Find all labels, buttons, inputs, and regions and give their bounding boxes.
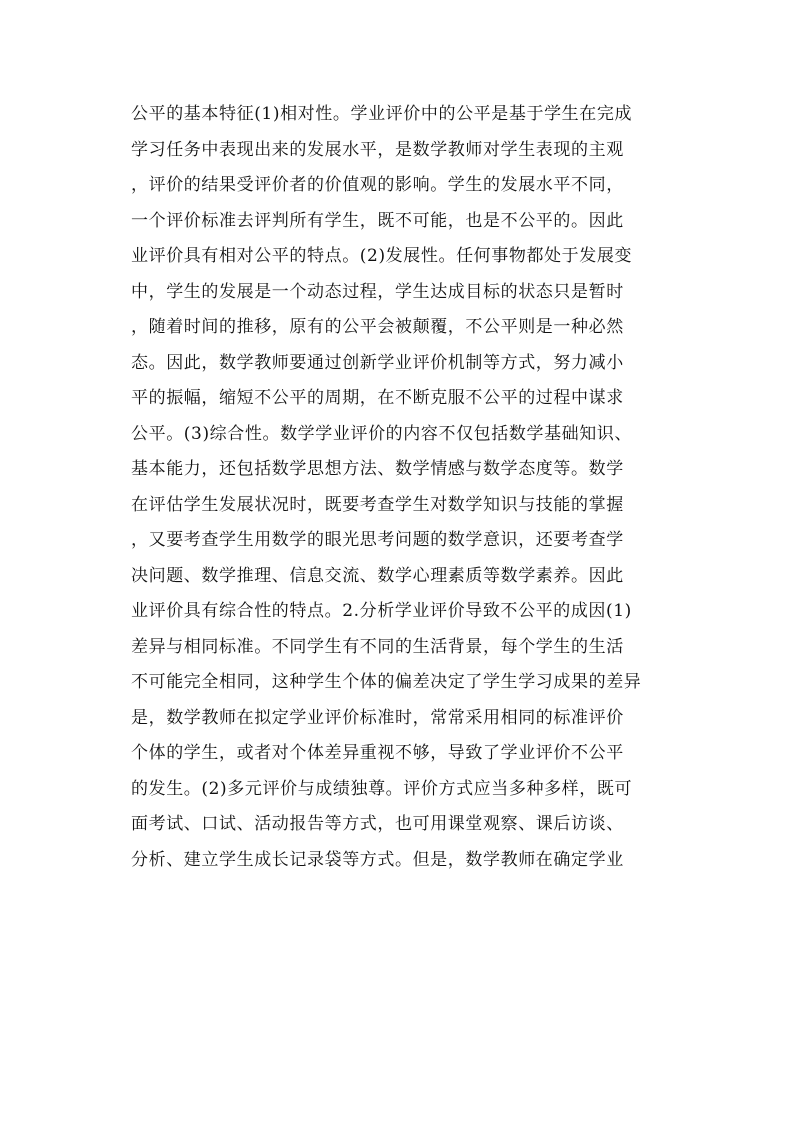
- text-line-19: 个体的学生，或者对个体差异重视不够，导致了学业评价不公平: [131, 743, 624, 763]
- text-line-20: 的发生。(2)多元评价与成绩独尊。评价方式应当多种多样，既可: [131, 778, 633, 799]
- body-text: [131, 97, 663, 1017]
- text-line-12: 在评估学生发展状况时，既要考查学生对数学知识与技能的掌握: [131, 494, 624, 515]
- text-line-17: 不可能完全相同，这种学生个体的偏差决定了学生学习成果的差异: [131, 672, 642, 692]
- text-line-15: 业评价具有综合性的特点。2.分析学业评价导致不公平的成因(1): [131, 601, 632, 621]
- text-line-10: 公平。(3)综合性。数学学业评价的内容不仅包括数学基础知识、: [131, 423, 633, 444]
- text-line-22: 分析、建立学生成长记录袋等方式。但是，数学教师在确定学业: [131, 849, 624, 870]
- text-line-3: ，评价的结果受评价者的价值观的影响。学生的发展水平不同，: [131, 175, 624, 195]
- text-line-9: 平的振幅，缩短不公平的周期，在不断克服不公平的过程中谋求: [131, 388, 624, 408]
- text-line-7: ，随着时间的推移，原有的公平会被颠覆，不公平则是一种必然: [131, 317, 624, 337]
- text-line-2: 学习任务中表现出来的发展水平，是数学教师对学生表现的主观: [131, 139, 624, 160]
- text-line-6: 中，学生的发展是一个动态过程，学生达成目标的状态只是暂时: [131, 281, 624, 302]
- text-line-16: 差异与相同标准。不同学生有不同的生活背景，每个学生的生活: [131, 636, 624, 657]
- text-line-21: 面考试、口试、活动报告等方式，也可用课堂观察、课后访谈、: [131, 814, 624, 834]
- text-line-18: 是，数学教师在拟定学业评价标准时，常常采用相同的标准评价: [131, 707, 624, 728]
- text-line-4: 一个评价标准去评判所有学生，既不可能，也是不公平的。因此: [131, 210, 624, 231]
- text-line-14: 决问题、数学推理、信息交流、数学心理素质等数学素养。因此: [131, 565, 624, 586]
- text-line-1: 公平的基本特征(1)相对性。学业评价中的公平是基于学生在完成: [131, 104, 633, 124]
- text-line-13: ，又要考查学生用数学的眼光思考问题的数学意识，还要考查学: [131, 530, 624, 550]
- text-line-8: 态。因此，数学教师要通过创新学业评价机制等方式，努力减小: [131, 352, 624, 373]
- text-line-5: 业评价具有相对公平的特点。(2)发展性。任何事物都处于发展变: [131, 246, 633, 266]
- text-line-11: 基本能力，还包括数学思想方法、数学情感与数学态度等。数学: [131, 459, 624, 479]
